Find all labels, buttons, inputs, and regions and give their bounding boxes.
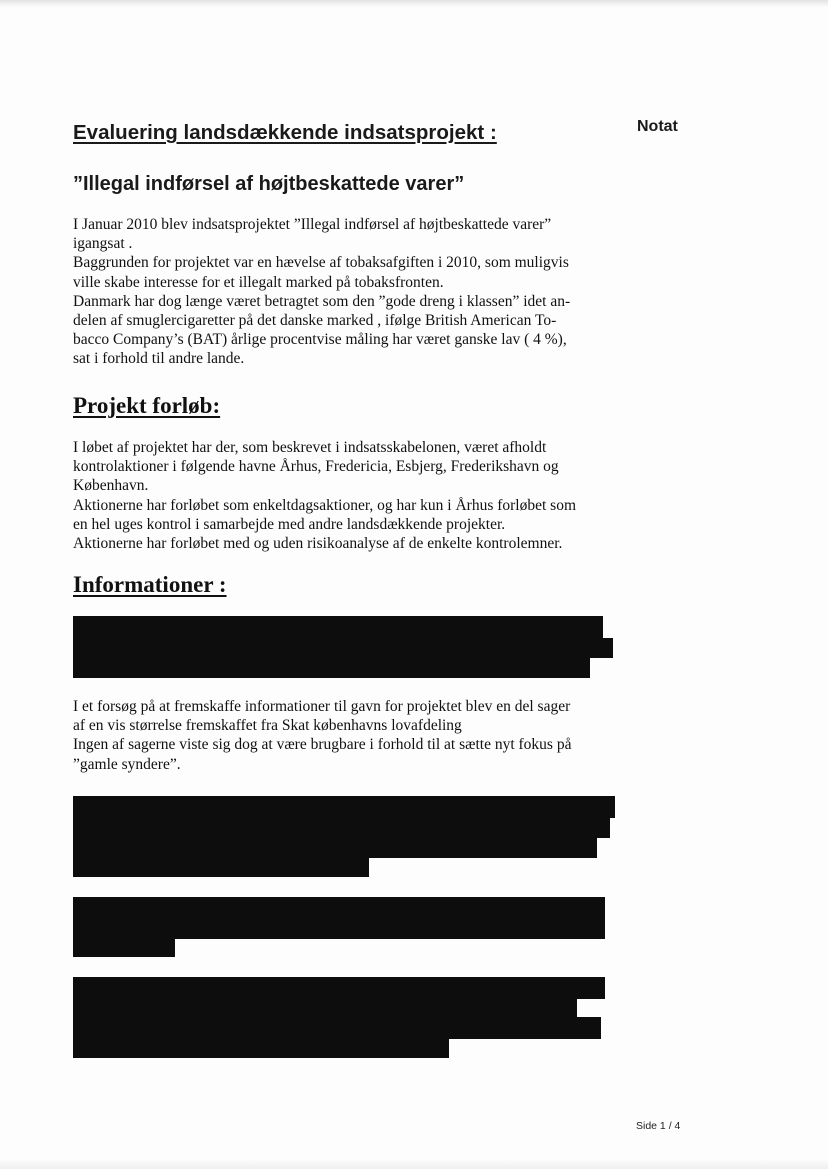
info-line: I et forsøg på at fremskaffe informationer til gavn for projektet blev en del sager <box>73 698 571 715</box>
notat-label: Notat <box>637 118 678 135</box>
redaction-bar <box>73 897 605 939</box>
forloeb-line: Aktionerne har forløbet med og uden risikoanalyse af de enkelte kontrolemner. <box>73 535 563 553</box>
redaction-bar <box>73 997 577 1019</box>
info-line: ”gamle syndere”. <box>73 755 181 773</box>
redaction-bar <box>73 638 613 658</box>
intro-line: igangsat . <box>73 235 133 253</box>
section-heading-projekt-forloeb: Projekt forløb: <box>73 393 221 418</box>
section-heading-informationer: Informationer : <box>73 572 227 597</box>
info-paragraph <box>73 697 623 774</box>
forloeb-paragraph <box>73 438 623 553</box>
forloeb-line: kontrolaktioner i følgende havne Århus, Fredericia, Esbjerg, Frederikshavn og <box>73 458 559 476</box>
document-title: Evaluering landsdækkende indsatsprojekt : <box>73 121 497 144</box>
intro-line: bacco Company’s (BAT) årlige procentvise måling har været ganske lav ( 4 %), <box>73 331 567 349</box>
intro-line: Baggrunden for projektet var en hævelse af tobaksafgiften i 2010, som muligvis <box>73 254 569 272</box>
intro-line: Danmark har dog længe været betragtet som den ”gode dreng i klassen” idet an- <box>73 292 571 310</box>
redaction-bar <box>73 937 175 957</box>
forloeb-line: I løbet af projektet har der, som beskrevet i indsatsskabelonen, været afholdt <box>73 439 547 456</box>
document-subtitle: ”Illegal indførsel af højtbeskattede varer” <box>73 173 465 195</box>
scan-top-edge <box>0 0 828 7</box>
forloeb-line: København. <box>73 477 149 495</box>
info-line: af en vis størrelse fremskaffet fra Skat københavns lovafdeling <box>73 717 462 735</box>
intro-line: I Januar 2010 blev indsatsprojektet ”Illegal indførsel af højtbeskattede varer” <box>73 216 552 233</box>
intro-line: sat i forhold til andre lande. <box>73 350 245 368</box>
scan-bottom-edge <box>0 1159 828 1169</box>
intro-line: delen af smuglercigaretter på det danske marked , ifølge British American To- <box>73 312 557 330</box>
redaction-bar <box>73 856 369 877</box>
redaction-bar <box>73 977 605 999</box>
redaction-bar <box>73 616 603 640</box>
intro-line: ville skabe interesse for et illegalt marked på tobaksfronten. <box>73 273 444 291</box>
forloeb-line: Aktionerne har forløbet som enkeltdagsaktioner, og har kun i Århus forløbet som <box>73 496 577 514</box>
redaction-bar <box>73 816 610 838</box>
forloeb-line: en hel uges kontrol i samarbejde med andre landsdækkende projekter. <box>73 515 506 533</box>
redaction-bar <box>73 1017 601 1039</box>
redaction-bar <box>73 796 615 818</box>
page-number: Side 1 / 4 <box>636 1120 681 1132</box>
redaction-bar <box>73 1037 449 1058</box>
info-line: Ingen af sagerne viste sig dog at være brugbare i forhold til at sætte nyt fokus på <box>73 736 572 754</box>
redaction-bar <box>73 656 590 678</box>
intro-paragraph <box>73 215 623 369</box>
redaction-bar <box>73 836 597 858</box>
